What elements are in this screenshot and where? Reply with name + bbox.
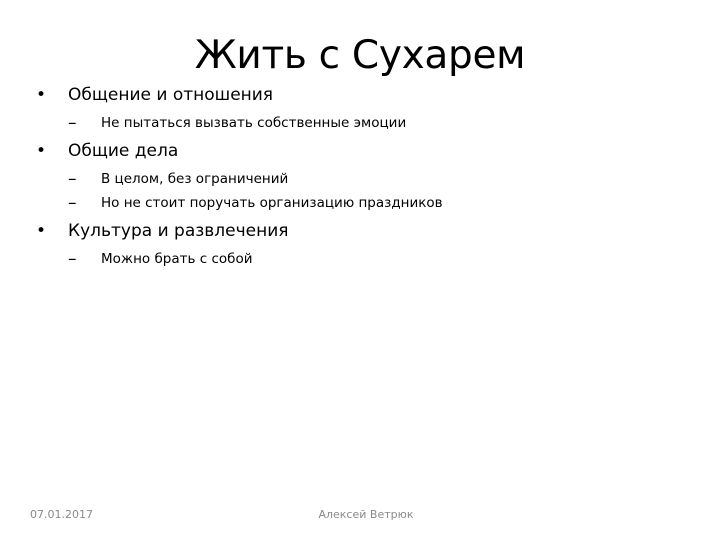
sub-bullet-text: В целом, без ограничений xyxy=(101,171,289,187)
bullet-text: Культура и развлечения xyxy=(68,221,289,241)
sub-bullet-text: Можно брать с собой xyxy=(101,251,253,267)
bullet-dot-icon: • xyxy=(36,141,47,161)
sub-bullet-item xyxy=(68,114,686,132)
sub-bullet-list xyxy=(68,114,686,132)
bullet-dot-icon: • xyxy=(36,85,47,105)
dash-icon: – xyxy=(68,169,77,189)
footer-author: Алексей Ветрюк xyxy=(318,508,414,521)
slide-title: Жить с Сухарем xyxy=(194,33,526,78)
bullet-item xyxy=(36,140,686,212)
bullet-text: Общение и отношения xyxy=(68,85,274,105)
bullet-dot-icon: • xyxy=(36,221,47,241)
bullet-text: Общие дела xyxy=(68,141,179,161)
bullet-list xyxy=(36,84,686,268)
dash-icon: – xyxy=(68,193,77,213)
sub-bullet-text: Не пытаться вызвать собственные эмоции xyxy=(101,115,407,131)
dash-icon: – xyxy=(68,249,77,269)
dash-icon: – xyxy=(68,113,77,133)
sub-bullet-item xyxy=(68,170,686,188)
footer-date: 07.01.2017 xyxy=(30,508,93,521)
sub-bullet-text: Но не стоит поручать организацию праздников xyxy=(101,195,443,211)
sub-bullet-item xyxy=(68,250,686,268)
sub-bullet-item xyxy=(68,194,686,212)
bullet-item xyxy=(36,84,686,132)
sub-bullet-list xyxy=(68,250,686,268)
bullet-item xyxy=(36,220,686,268)
sub-bullet-list xyxy=(68,170,686,212)
